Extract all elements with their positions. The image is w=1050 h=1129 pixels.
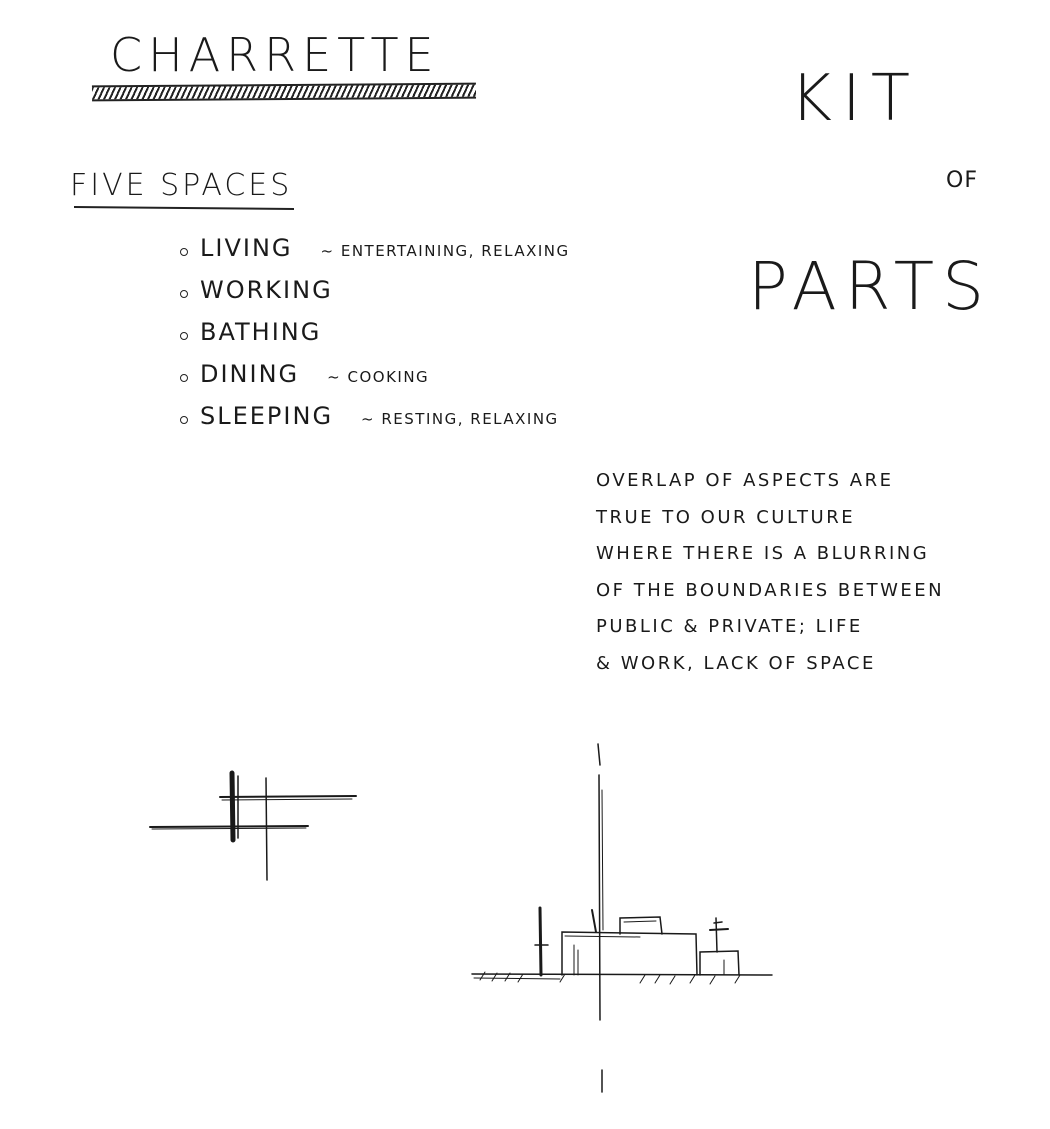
bullet-icon [180,416,188,424]
space-note: ~ RESTING, RELAXING [361,410,559,428]
space-name: BATHING [200,318,322,346]
kit-heading: KIT [790,62,920,136]
note-line: OF THE BOUNDARIES BETWEEN [596,579,945,601]
list-item [180,234,570,276]
note-line: TRUE TO OUR CULTURE [596,506,856,528]
bullet-icon [180,248,188,256]
space-note: ~ ENTERTAINING, RELAXING [320,242,570,260]
note-line: OVERLAP OF ASPECTS ARE [596,470,894,491]
bullet-icon [180,374,188,382]
list-item [180,360,570,402]
note-line: PUBLIC & PRIVATE; LIFE [596,616,863,637]
bullet-icon [180,332,188,340]
list-item [180,402,570,444]
overlap-note [596,470,1036,689]
space-name: LIVING [200,234,293,262]
of-heading: OF [946,168,978,193]
list-item [180,276,570,318]
title-underline [92,83,476,102]
bullet-icon [180,290,188,298]
note-line: WHERE THERE IS A BLURRING [596,543,930,564]
note-line: & WORK, LACK OF SPACE [596,652,876,674]
list-item [180,318,570,360]
sheet-title: CHARRETTE [110,28,440,82]
spaces-list [180,234,570,444]
section-underline [74,206,294,210]
space-name: SLEEPING [200,402,334,430]
parts-heading: PARTS [748,248,992,325]
space-name: WORKING [200,276,333,304]
space-name: DINING [200,360,300,388]
section-heading: FIVE SPACES [70,168,293,203]
space-note: ~ COOKING [327,368,430,386]
